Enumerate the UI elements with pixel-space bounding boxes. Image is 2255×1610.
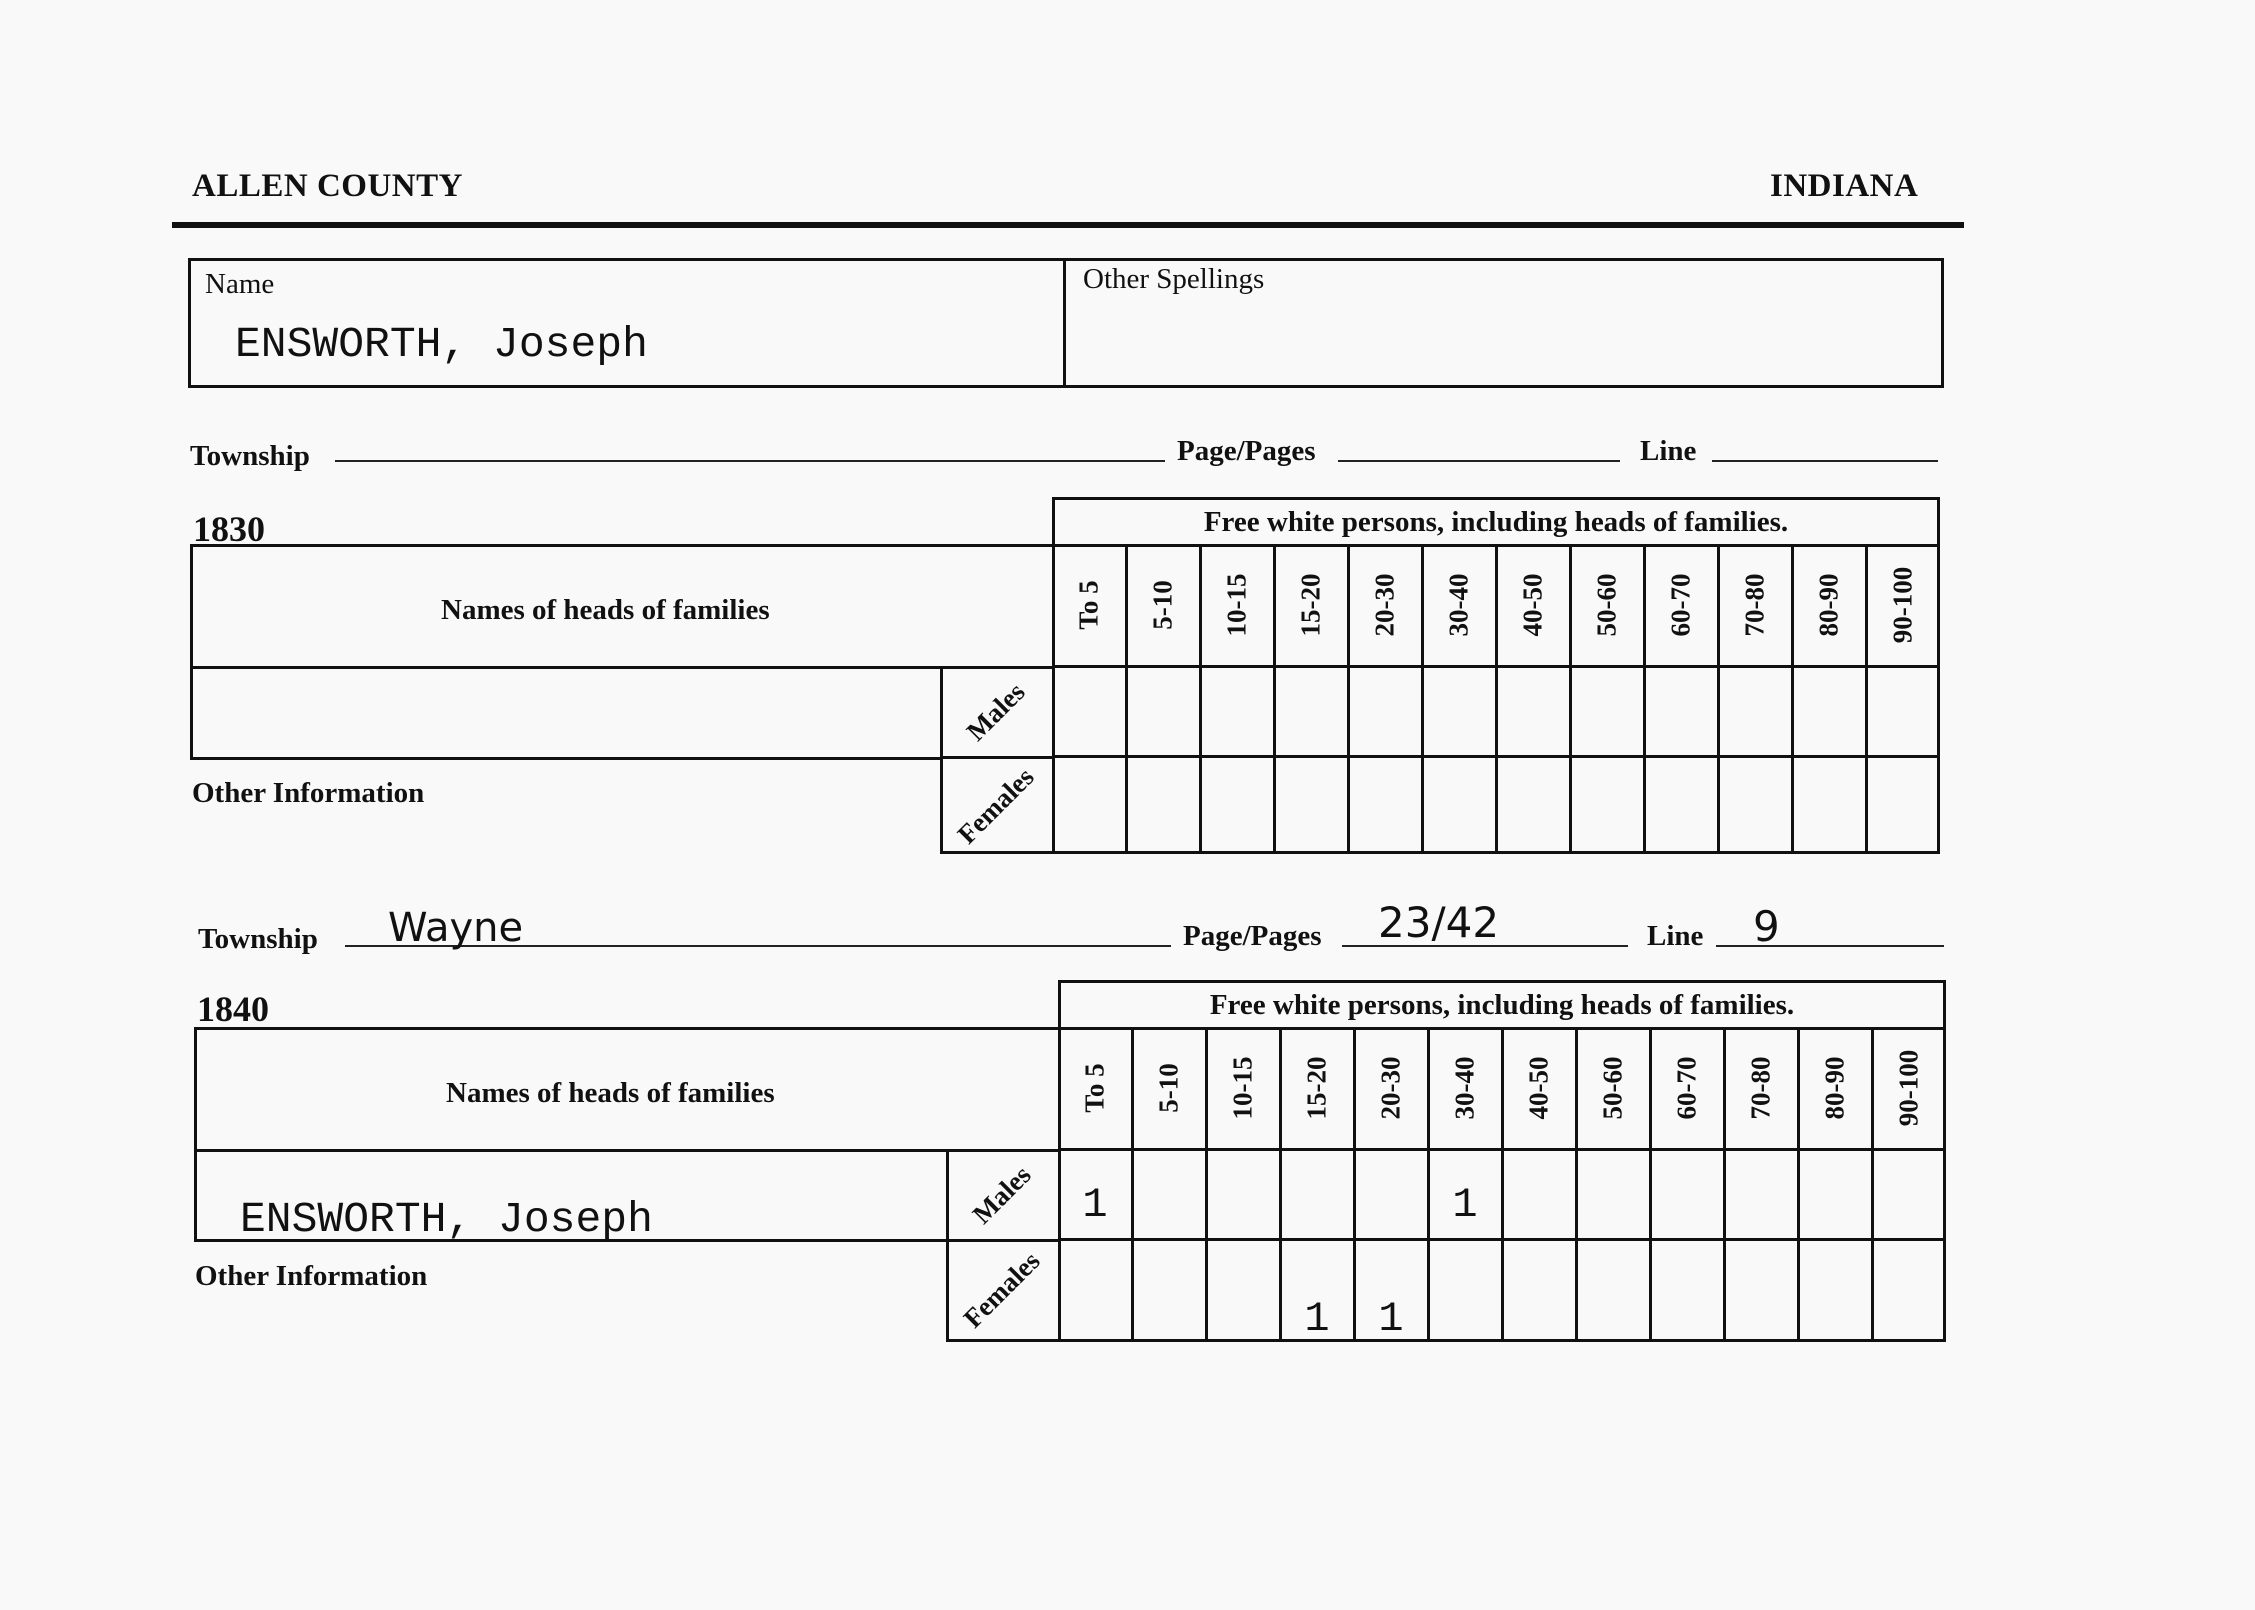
age-grid-col-divider-1840 bbox=[1205, 1027, 1208, 1342]
age-column-header-1840: 70-80 bbox=[1745, 1056, 1776, 1120]
age-grid-col-divider-1830 bbox=[1199, 544, 1202, 854]
age-grid-col-divider-1840 bbox=[1279, 1027, 1282, 1342]
age-column-header-1830: To 5 bbox=[1073, 580, 1104, 630]
age-grid-col-divider-1830 bbox=[1347, 544, 1350, 854]
age-column-header-1840: 80-90 bbox=[1819, 1056, 1850, 1120]
age-grid-col-divider-1840 bbox=[1871, 1027, 1874, 1342]
age-column-header-1840: 30-40 bbox=[1449, 1056, 1480, 1120]
age-column-header-1830: 70-80 bbox=[1739, 573, 1770, 637]
page-pages-value-1840: 23/42 bbox=[1378, 898, 1500, 947]
year-1830: 1830 bbox=[193, 509, 265, 549]
line-value-1840: 9 bbox=[1753, 902, 1780, 951]
age-grid-col-divider-1840 bbox=[1649, 1027, 1652, 1342]
names-heads-label-1840: Names of heads of families bbox=[446, 1077, 775, 1109]
age-column-header-1830: 10-15 bbox=[1221, 573, 1252, 637]
age-grid-col-divider-1840 bbox=[1501, 1027, 1504, 1342]
age-grid-col-divider-1830 bbox=[1421, 544, 1424, 854]
age-grid-col-divider-1840 bbox=[1575, 1027, 1578, 1342]
age-column-header-1830: 60-70 bbox=[1665, 573, 1696, 637]
other-info-label-1840: Other Information bbox=[195, 1260, 428, 1292]
page-pages-line-1830 bbox=[1338, 460, 1620, 462]
age-column-header-1840: 10-15 bbox=[1227, 1056, 1258, 1120]
line-line-1830 bbox=[1712, 460, 1938, 462]
age-grid-col-divider-1830 bbox=[1717, 544, 1720, 854]
age-grid-col-divider-1840 bbox=[1427, 1027, 1430, 1342]
age-column-header-1840: 60-70 bbox=[1671, 1056, 1702, 1120]
age-column-header-1840: 40-50 bbox=[1523, 1056, 1554, 1120]
line-label-1830: Line bbox=[1640, 435, 1697, 467]
sex-divider-1830 bbox=[940, 756, 1055, 759]
other-info-label-1830: Other Information bbox=[192, 777, 425, 809]
age-grid-col-divider-1840 bbox=[1131, 1027, 1134, 1342]
age-grid-col-divider-1840 bbox=[1723, 1027, 1726, 1342]
township-label-1840: Township bbox=[198, 923, 318, 955]
age-grid-col-divider-1830 bbox=[1865, 544, 1868, 854]
females-count-cell-1840: 1 bbox=[1304, 1295, 1330, 1344]
age-grid-col-divider-1830 bbox=[1569, 544, 1572, 854]
year-1840: 1840 bbox=[197, 989, 269, 1029]
page-pages-label-1840: Page/Pages bbox=[1183, 920, 1322, 952]
name-value: ENSWORTH, Joseph bbox=[235, 320, 648, 369]
age-column-header-1840: 90-100 bbox=[1893, 1049, 1924, 1127]
page-pages-label-1830: Page/Pages bbox=[1177, 435, 1316, 467]
age-grid-col-divider-1830 bbox=[1125, 544, 1128, 854]
age-column-header-1830: 5-10 bbox=[1147, 580, 1178, 630]
age-column-header-1830: 80-90 bbox=[1813, 573, 1844, 637]
males-label-1830: Males bbox=[960, 676, 1031, 747]
free-white-header-text-1830: Free white persons, including heads of families. bbox=[1203, 506, 1789, 538]
age-grid-col-divider-1840 bbox=[1797, 1027, 1800, 1342]
females-label-1830: Females bbox=[951, 761, 1040, 850]
age-column-header-1840: 15-20 bbox=[1301, 1056, 1332, 1120]
county-title: ALLEN COUNTY bbox=[192, 168, 463, 204]
age-grid-col-divider-1830 bbox=[1273, 544, 1276, 854]
free-white-header-1840 bbox=[1058, 980, 1946, 1030]
age-grid-col-divider-1830 bbox=[1495, 544, 1498, 854]
head-of-family-box-1830 bbox=[190, 666, 942, 760]
females-label-1840: Females bbox=[957, 1245, 1046, 1334]
age-column-header-1840: 50-60 bbox=[1597, 1056, 1628, 1120]
age-column-header-1830: 20-30 bbox=[1369, 573, 1400, 637]
age-column-header-1840: To 5 bbox=[1079, 1063, 1110, 1113]
age-column-header-1830: 30-40 bbox=[1443, 573, 1474, 637]
township-line-1830 bbox=[335, 460, 1165, 462]
names-heads-label-1830: Names of heads of families bbox=[441, 594, 770, 626]
age-grid-col-divider-1830 bbox=[1643, 544, 1646, 854]
name-box-divider bbox=[1063, 258, 1066, 388]
township-label-1830: Township bbox=[190, 440, 310, 472]
males-count-cell-1840: 1 bbox=[1082, 1180, 1108, 1229]
age-grid-1830 bbox=[1052, 544, 1940, 854]
age-grid-col-divider-1830 bbox=[1791, 544, 1794, 854]
age-column-header-1830: 90-100 bbox=[1887, 566, 1918, 644]
free-white-header-text-1840: Free white persons, including heads of families. bbox=[1209, 989, 1795, 1021]
age-grid-col-divider-1840 bbox=[1353, 1027, 1356, 1342]
township-value-1840: Wayne bbox=[388, 905, 524, 951]
age-column-header-1830: 15-20 bbox=[1295, 573, 1326, 637]
header-rule bbox=[172, 222, 1964, 228]
females-count-cell-1840: 1 bbox=[1378, 1295, 1404, 1344]
name-label: Name bbox=[205, 268, 275, 300]
other-spellings-label: Other Spellings bbox=[1083, 263, 1265, 295]
free-white-header-1830 bbox=[1052, 497, 1940, 547]
males-count-cell-1840: 1 bbox=[1452, 1180, 1478, 1229]
line-line-1840 bbox=[1716, 945, 1944, 947]
age-grid-1840 bbox=[1058, 1027, 1946, 1342]
line-label-1840: Line bbox=[1647, 920, 1704, 952]
age-column-header-1830: 40-50 bbox=[1517, 573, 1548, 637]
age-column-header-1830: 50-60 bbox=[1591, 573, 1622, 637]
age-column-header-1840: 20-30 bbox=[1375, 1056, 1406, 1120]
sex-divider-1840 bbox=[946, 1239, 1061, 1242]
age-column-header-1840: 5-10 bbox=[1153, 1063, 1184, 1113]
head-of-family-value-1840: ENSWORTH, Joseph bbox=[240, 1195, 653, 1244]
males-label-1840: Males bbox=[966, 1159, 1037, 1230]
state-title: INDIANA bbox=[1770, 168, 1919, 204]
